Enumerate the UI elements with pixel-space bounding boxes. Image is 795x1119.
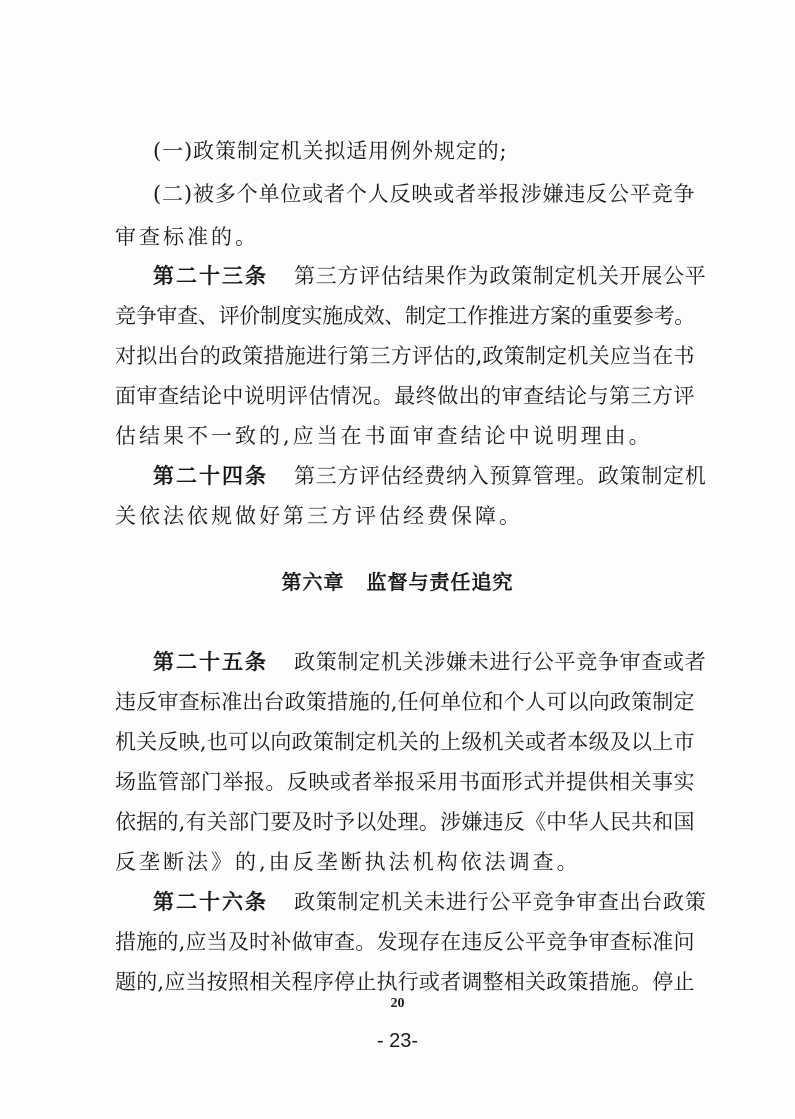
paragraph-line: 面审查结论中说明评估情况。最终做出的审查结论与第三方评 (115, 384, 695, 408)
page-number-inner: 20 (390, 996, 405, 1011)
article-24 (153, 462, 733, 490)
article-25-text: 政策制定机关涉嫌未进行公平竞争审查或者 (294, 650, 707, 674)
article-24-heading: 第二十四条 (153, 464, 268, 488)
paragraph-line: 关依法依规做好第三方评估经费保障。 (115, 504, 523, 528)
article-26-heading: 第二十六条 (153, 890, 268, 914)
article-25-heading: 第二十五条 (153, 650, 268, 674)
article-26 (153, 888, 733, 916)
paragraph-line: 竞争审查、评价制度实施成效、制定工作推进方案的重要参考。 (115, 304, 695, 328)
paragraph-line: 违反审查标准出台政策措施的,任何单位和个人可以向政策制定 (115, 690, 695, 714)
article-23-text: 第三方评估结果作为政策制定机关开展公平 (294, 264, 707, 288)
paragraph-line: 场监管部门举报。反映或者举报采用书面形式并提供相关事实 (115, 770, 695, 794)
paragraph-line: 反垄断法》的,由反垄断执法机构依法调查。 (115, 850, 581, 874)
clause-2-continued: 审查标准的。 (115, 225, 259, 249)
page-number-footer: - 23- (376, 1030, 419, 1052)
clause-2: (二)被多个单位或者个人反映或者举报涉嫌违反公平竞争 (153, 182, 696, 206)
article-23-heading: 第二十三条 (153, 264, 268, 288)
paragraph-line: 依据的,有关部门要及时予以处理。涉嫌违反《中华人民共和国 (115, 810, 695, 834)
paragraph-line: 对拟出台的政策措施进行第三方评估的,政策制定机关应当在书 (115, 344, 695, 368)
article-23 (153, 262, 733, 290)
article-25 (153, 648, 733, 676)
paragraph-line: 机关反映,也可以向政策制定机关的上级机关或者本级及以上市 (115, 730, 695, 754)
article-24-text: 第三方评估经费纳入预算管理。政策制定机 (294, 464, 707, 488)
paragraph-line: 措施的,应当及时补做审查。发现存在违反公平竞争审查标准问 (115, 930, 695, 954)
article-26-text: 政策制定机关未进行公平竞争审查出台政策 (294, 890, 707, 914)
chapter-title: 监督与责任追究 (366, 570, 514, 594)
chapter-heading (0, 566, 795, 595)
paragraph-line: 题的,应当按照相关程序停止执行或者调整相关政策措施。停止 (115, 970, 695, 994)
paragraph-line: 估结果不一致的,应当在书面审查结论中说明理由。 (115, 424, 653, 448)
clause-1: (一)政策制定机关拟适用例外规定的; (153, 139, 508, 163)
chapter-number: 第六章 (281, 570, 345, 594)
